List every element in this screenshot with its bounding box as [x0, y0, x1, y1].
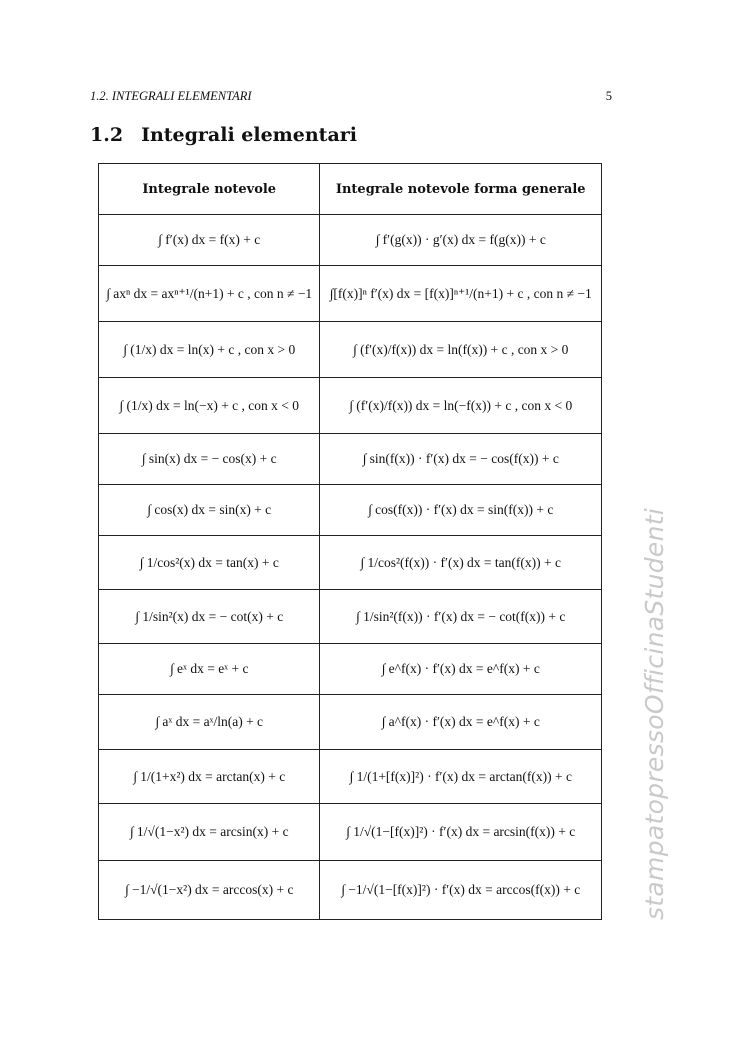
- basic-integral-formula: ∫ aˣ dx = aˣ/ln(a) + c: [99, 695, 320, 750]
- basic-integral-formula: ∫ f′(x) dx = f(x) + c: [99, 215, 320, 266]
- general-integral-formula: ∫ f′(g(x)) · g′(x) dx = f(g(x)) + c: [320, 215, 602, 266]
- integrals-table: [98, 163, 602, 920]
- table-row: [99, 750, 602, 804]
- general-integral-formula: ∫[f(x)]ⁿ f′(x) dx = [f(x)]ⁿ⁺¹/(n+1) + c , con n ≠ −1: [320, 266, 602, 322]
- general-integral-formula: ∫ a^f(x) · f′(x) dx = e^f(x) + c: [320, 695, 602, 750]
- page-number: 5: [605, 89, 612, 103]
- table-row: [99, 485, 602, 536]
- running-title: 1.2. INTEGRALI ELEMENTARI: [90, 89, 252, 103]
- general-integral-formula: ∫ −1/√(1−[f(x)]²) · f′(x) dx = arccos(f(x)) + c: [320, 861, 602, 920]
- general-integral-formula: ∫ 1/cos²(f(x)) · f′(x) dx = tan(f(x)) + c: [320, 536, 602, 590]
- watermark: stampatopressoOfficinaStudenti: [640, 507, 669, 920]
- basic-integral-formula: ∫ −1/√(1−x²) dx = arccos(x) + c: [99, 861, 320, 920]
- general-integral-formula: ∫ cos(f(x)) · f′(x) dx = sin(f(x)) + c: [320, 485, 602, 536]
- basic-integral-formula: ∫ axⁿ dx = axⁿ⁺¹/(n+1) + c , con n ≠ −1: [99, 266, 320, 322]
- general-integral-formula: ∫ 1/(1+[f(x)]²) · f′(x) dx = arctan(f(x)) + c: [320, 750, 602, 804]
- table-row: [99, 861, 602, 920]
- table-row: [99, 266, 602, 322]
- table-row: [99, 804, 602, 861]
- basic-integral-formula: ∫ sin(x) dx = − cos(x) + c: [99, 434, 320, 485]
- table-row: [99, 322, 602, 378]
- table-row: [99, 215, 602, 266]
- running-head: [90, 89, 612, 104]
- general-integral-formula: ∫ (f′(x)/f(x)) dx = ln(−f(x)) + c , con x < 0: [320, 378, 602, 434]
- basic-integral-formula: ∫ eˣ dx = eˣ + c: [99, 644, 320, 695]
- general-integral-formula: ∫ 1/sin²(f(x)) · f′(x) dx = − cot(f(x)) + c: [320, 590, 602, 644]
- table-row: [99, 378, 602, 434]
- table-row: [99, 434, 602, 485]
- column-header-basic: Integrale notevole: [99, 164, 320, 215]
- table-row: [99, 590, 602, 644]
- general-integral-formula: ∫ e^f(x) · f′(x) dx = e^f(x) + c: [320, 644, 602, 695]
- basic-integral-formula: ∫ 1/√(1−x²) dx = arcsin(x) + c: [99, 804, 320, 861]
- basic-integral-formula: ∫ 1/cos²(x) dx = tan(x) + c: [99, 536, 320, 590]
- column-header-general: Integrale notevole forma generale: [320, 164, 602, 215]
- basic-integral-formula: ∫ cos(x) dx = sin(x) + c: [99, 485, 320, 536]
- general-integral-formula: ∫ 1/√(1−[f(x)]²) · f′(x) dx = arcsin(f(x)) + c: [320, 804, 602, 861]
- basic-integral-formula: ∫ (1/x) dx = ln(x) + c , con x > 0: [99, 322, 320, 378]
- general-integral-formula: ∫ sin(f(x)) · f′(x) dx = − cos(f(x)) + c: [320, 434, 602, 485]
- basic-integral-formula: ∫ 1/sin²(x) dx = − cot(x) + c: [99, 590, 320, 644]
- basic-integral-formula: ∫ 1/(1+x²) dx = arctan(x) + c: [99, 750, 320, 804]
- general-integral-formula: ∫ (f′(x)/f(x)) dx = ln(f(x)) + c , con x > 0: [320, 322, 602, 378]
- table-header-row: [99, 164, 602, 215]
- basic-integral-formula: ∫ (1/x) dx = ln(−x) + c , con x < 0: [99, 378, 320, 434]
- table-row: [99, 536, 602, 590]
- section-heading: [90, 124, 357, 146]
- section-title: Integrali elementari: [141, 124, 358, 146]
- table-row: [99, 644, 602, 695]
- table-row: [99, 695, 602, 750]
- section-number: 1.2: [90, 124, 124, 146]
